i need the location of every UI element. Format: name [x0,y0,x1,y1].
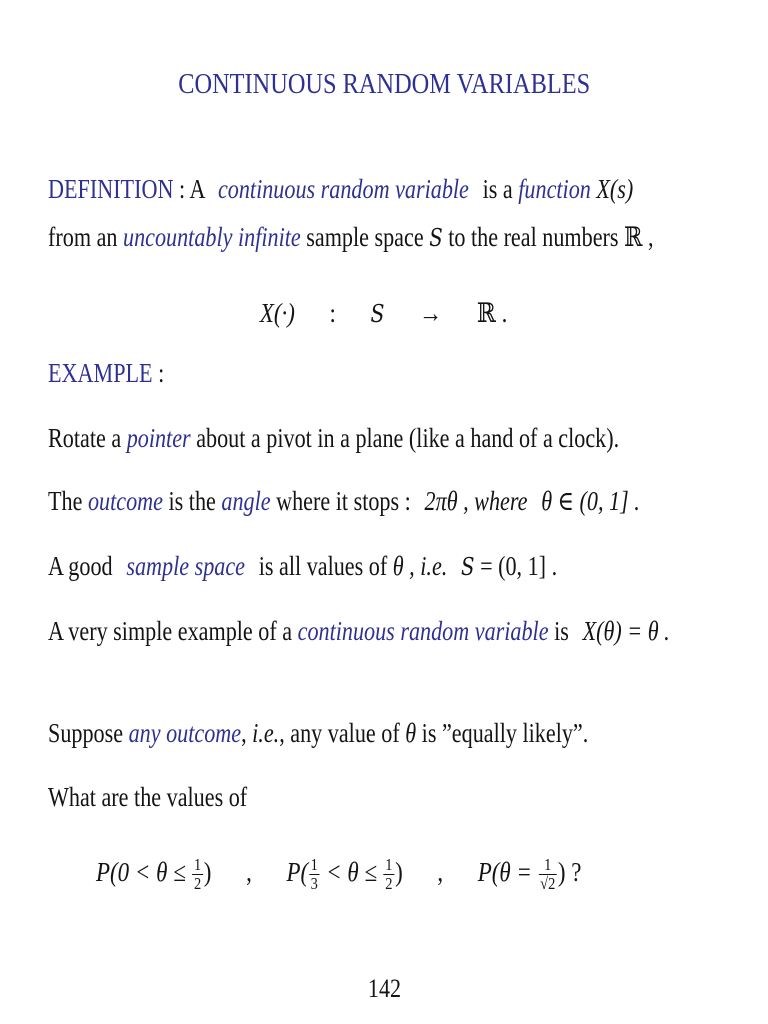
mapping-colon: : [329,298,337,328]
question-line-2 [48,780,247,814]
term-any-outcome: any outcome [128,718,242,748]
ie-abbrev: i.e. [420,551,448,581]
definition-text-a: A [189,174,205,204]
theta-symbol: θ [405,718,417,748]
example-text: The [48,486,83,516]
term-angle: angle [221,486,271,516]
example-line-1 [48,421,619,455]
theta-range: θ ∈ (0, 1] . [541,486,640,516]
sample-space-symbol: S [429,224,443,252]
example-text: about a pivot in a plane (like a hand of a clock). [196,423,620,453]
question-text: is ”equally likely”. [421,718,589,748]
example-label: EXAMPLE [48,358,153,388]
theta-symbol: θ , [392,551,415,581]
example-text: is all values of [258,551,388,581]
example-colon: : [158,358,165,388]
example-text: is the [168,486,216,516]
term-pointer: pointer [126,423,191,453]
angle-expression: 2πθ , where [424,486,528,516]
fraction-numerator: 1 [385,855,393,875]
prob-2-close: ) [395,857,403,887]
example-line-4 [48,614,670,648]
definition-label: DEFINITION [48,174,174,204]
mapping-arrow: → [419,298,443,328]
example-line-3 [48,549,557,584]
separator-comma: , [437,857,444,887]
prob-1-close: ) [203,857,212,887]
term-uncountably-infinite: uncountably infinite [123,222,301,252]
sample-space-symbol: S [461,553,475,581]
term-continuous-random-variable: continuous random variable [217,174,469,204]
definition-colon: : [178,174,186,204]
ie-abbrev: i.e. [252,718,280,748]
prob-3-close: ) ? [557,857,582,887]
definition-text-d: sample space [306,222,424,252]
fraction-one-third [309,856,320,893]
separator-comma: , [246,857,252,887]
definition-line-1 [48,172,633,206]
prob-2-middle: < θ ≤ [326,857,378,887]
page-number-text: 142 [367,974,401,1003]
page-title-text: CONTINUOUS RANDOM VARIABLES [178,68,590,100]
example-function: X(θ) = θ . [582,616,670,646]
term-continuous-random-variable: continuous random variable [297,616,549,646]
prob-3-open: P(θ = [477,857,532,887]
term-outcome: outcome [87,486,163,516]
definition-text-e: to the real numbers ℝ , [448,222,654,252]
fraction-one-half [192,856,203,893]
prob-1-open: P(0 < θ ≤ [96,857,186,887]
question-text: , [241,718,247,748]
page-title [0,66,768,102]
mapping-equation [0,296,768,331]
example-text: A good [48,551,113,581]
fraction-numerator: 1 [310,855,318,875]
fraction-one-over-root-two [538,856,557,893]
definition-text-c: from an [48,222,118,252]
page-number [0,972,768,1006]
question-text: What are the values of [48,782,248,812]
example-text: A very simple example of a [48,616,293,646]
fraction-numerator: 1 [194,855,202,875]
probability-expressions [96,852,581,893]
term-sample-space: sample space [126,551,245,581]
example-heading [48,356,164,390]
definition-line-2 [48,220,654,255]
prob-2-open: P( [286,857,309,887]
fraction-denominator: 3 [310,874,318,894]
fraction-one-half [384,856,395,893]
fraction-denominator: √2 [540,874,556,894]
question-text: Suppose [48,718,124,748]
example-text: where it stops : [276,486,411,516]
fraction-numerator: 1 [538,856,557,875]
example-text: Rotate a [48,423,122,453]
mapping-lhs: X(·) [260,298,296,328]
question-text: , any value of [279,718,400,748]
example-line-2 [48,484,640,518]
fraction-denominator: 2 [385,874,393,894]
example-text: is [554,616,569,646]
fraction-denominator: 2 [194,874,202,894]
definition-xs: X(s) [596,174,634,204]
term-function: function [518,174,591,204]
mapping-codomain: ℝ . [477,298,508,328]
definition-text-b: is a [482,174,513,204]
sample-space-value: = (0, 1] . [480,551,558,581]
question-line-1 [48,716,588,750]
mapping-domain: S [370,300,385,328]
